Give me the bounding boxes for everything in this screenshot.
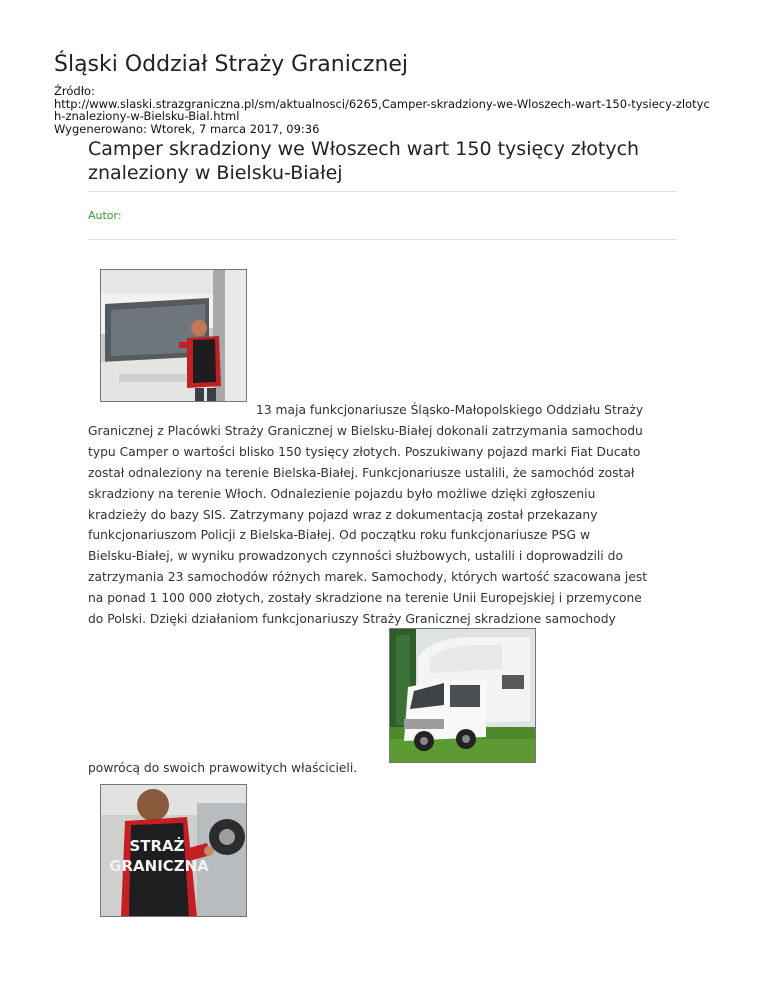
source-url-line-1[interactable]: http://www.slaski.strazgraniczna.pl/sm/aktualnosci/6265,Camper-skradziony-we-Wloszech-wart-150-tysiecy-zlotyc — [54, 96, 710, 111]
article-body — [88, 400, 678, 630]
photo-officer-windshield[interactable] — [100, 269, 247, 402]
article-title-line-2: znaleziony w Bielsku-Białej — [88, 162, 343, 184]
vest-text-line-1: STRAŻ — [129, 837, 185, 855]
site-title: Śląski Oddział Straży Granicznej — [54, 52, 409, 77]
paragraph-line-11: do Polski. Dzięki działaniom funkcjonariuszy Straży Granicznej skradzione samochody — [88, 612, 616, 627]
photo-camper[interactable] — [389, 628, 536, 763]
paragraph-line-9: zatrzymania 23 samochodów różnych marek. Samochody, których wartość szacowana jest — [88, 570, 648, 585]
vest-text-line-2: GRANICZNA — [109, 857, 209, 875]
source-url-line-2[interactable]: h-znaleziony-w-Bielsku-Bial.html — [54, 109, 240, 123]
paragraph-line-7: funkcjonariuszom Policji z Bielska-Białej. Od początku roku funkcjonariusze PSG w — [88, 528, 591, 543]
paragraph-line-6: kradzieży do bazy SIS. Zatrzymany pojazd wraz z dokumentacją został przekazany — [88, 507, 598, 522]
article-title — [88, 137, 678, 185]
paragraph-line-2: Granicznej z Placówki Straży Granicznej w Bielsku-Białej dokonali zatrzymania samochodu — [88, 423, 643, 438]
document-meta — [54, 85, 724, 135]
generated-date: Wygenerowano: Wtorek, 7 marca 2017, 09:36 — [54, 121, 320, 136]
source-label: Źródło: — [54, 84, 95, 98]
author-label: Autor: — [88, 209, 122, 222]
paragraph-line-10: na ponad 1 100 000 złotych, zostały skradzione na terenie Unii Europejskiej i przemycone — [88, 591, 642, 606]
title-divider — [88, 191, 676, 192]
paragraph-line-4: został odnaleziony na terenie Bielska-Białej. Funkcjonariusze ustalili, że samochód został — [88, 465, 635, 480]
author-divider — [88, 239, 676, 240]
paragraph-line-1: 13 maja funkcjonariusze Śląsko-Małopolskiego Oddziału Straży — [256, 403, 644, 417]
article-title-line-1: Camper skradziony we Włoszech wart 150 tysięcy złotych — [88, 138, 640, 160]
photo-officer-back[interactable] — [100, 784, 247, 917]
paragraph-line-3: typu Camper o wartości blisko 150 tysięcy złotych. Poszukiwany pojazd marki Fiat Ducato — [88, 444, 641, 459]
photo-officer-back-image — [101, 785, 246, 916]
paragraph-line-8: Bielsku-Białej, w wyniku prowadzonych czynności służbowych, ustalili i doprowadzili do — [88, 549, 623, 564]
paragraph-line-5: skradziony na terenie Włoch. Odnalezienie pojazdu było możliwe dzięki zgłoszeniu — [88, 486, 596, 501]
photo-officer-windshield-image — [101, 270, 246, 401]
closing-line: powrócą do swoich prawowitych właścicieli. — [88, 761, 358, 775]
photo-camper-image — [390, 629, 535, 762]
